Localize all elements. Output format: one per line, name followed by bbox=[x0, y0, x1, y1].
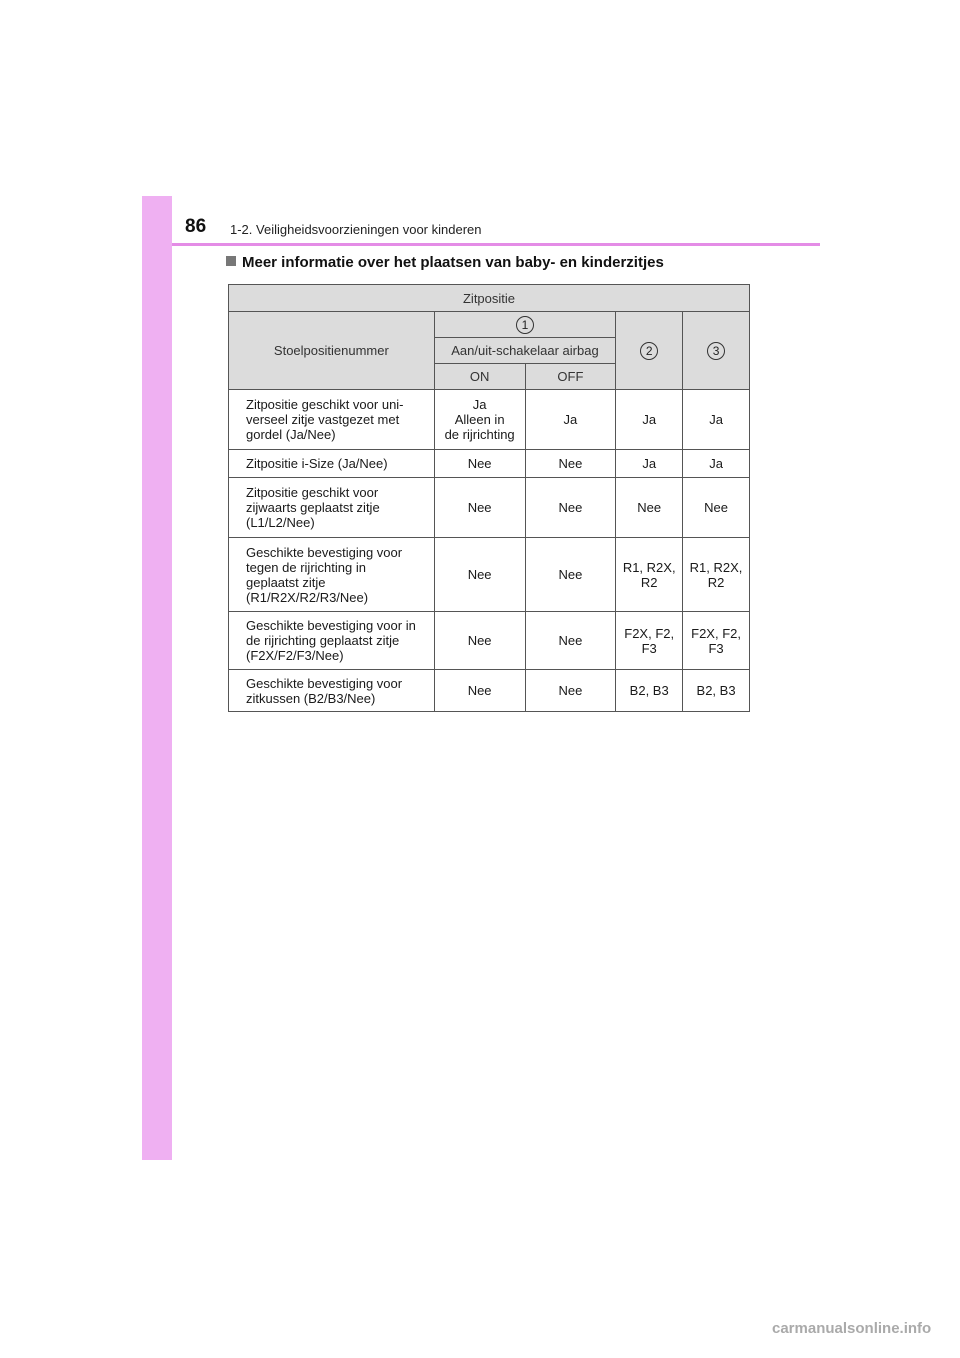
header-position-1 bbox=[434, 312, 616, 338]
header-stoelpositienummer: Stoelpositienummer bbox=[229, 312, 435, 390]
table-row bbox=[229, 670, 750, 712]
cell-value: R1, R2X, R2 bbox=[683, 538, 750, 612]
cell-value: Ja bbox=[616, 390, 683, 450]
cell-value: Nee bbox=[525, 612, 616, 670]
row-label: Zitpositie geschikt voor uni- verseel zitje vastgezet met gordel (Ja/Nee) bbox=[229, 390, 435, 450]
page-number: 86 bbox=[185, 216, 207, 237]
position-3-badge: 3 bbox=[707, 342, 725, 360]
chapter-header: 1-2. Veiligheidsvoorzieningen voor kinderen bbox=[230, 222, 482, 237]
cell-value: Ja bbox=[525, 390, 616, 450]
cell-value: Ja bbox=[683, 390, 750, 450]
row-label: Geschikte bevestiging voor in de rijrichting geplaatst zitje (F2X/F2/F3/Nee) bbox=[229, 612, 435, 670]
header-position-3 bbox=[683, 312, 750, 390]
cell-value: Nee bbox=[434, 612, 525, 670]
row-label: Geschikte bevestiging voor zitkussen (B2/B3/Nee) bbox=[229, 670, 435, 712]
section-heading bbox=[226, 254, 664, 271]
cell-value: Ja bbox=[616, 450, 683, 478]
side-tab-bar bbox=[142, 196, 172, 1160]
cell-value: Nee bbox=[616, 478, 683, 538]
cell-value: R1, R2X, R2 bbox=[616, 538, 683, 612]
cell-value: Nee bbox=[525, 670, 616, 712]
cell-value: Nee bbox=[434, 478, 525, 538]
header-airbag-switch: Aan/uit-schakelaar airbag bbox=[434, 338, 616, 364]
position-2-badge: 2 bbox=[640, 342, 658, 360]
table-body bbox=[229, 390, 750, 712]
cell-value: F2X, F2, F3 bbox=[616, 612, 683, 670]
row-label: Zitpositie geschikt voor zijwaarts geplaatst zitje (L1/L2/Nee) bbox=[229, 478, 435, 538]
watermark: carmanualsonline.info bbox=[772, 1320, 932, 1337]
header-off: OFF bbox=[525, 364, 616, 390]
table-row bbox=[229, 390, 750, 450]
cell-value: Nee bbox=[683, 478, 750, 538]
table-row bbox=[229, 612, 750, 670]
table-row bbox=[229, 538, 750, 612]
cell-value: B2, B3 bbox=[683, 670, 750, 712]
cell-value: B2, B3 bbox=[616, 670, 683, 712]
position-1-badge: 1 bbox=[516, 316, 534, 334]
cell-value: Nee bbox=[525, 450, 616, 478]
row-label: Geschikte bevestiging voor tegen de rijrichting in geplaatst zitje (R1/R2X/R2/R3/Nee) bbox=[229, 538, 435, 612]
seat-position-table bbox=[228, 284, 750, 712]
header-zitpositie: Zitpositie bbox=[229, 285, 750, 312]
cell-value: Ja bbox=[683, 450, 750, 478]
header-position-2 bbox=[616, 312, 683, 390]
cell-value: Nee bbox=[434, 450, 525, 478]
cell-value: Nee bbox=[525, 538, 616, 612]
square-bullet-icon bbox=[226, 256, 236, 266]
table-row bbox=[229, 450, 750, 478]
cell-value: Ja Alleen in de rijrichting bbox=[434, 390, 525, 450]
cell-value: Nee bbox=[525, 478, 616, 538]
cell-value: Nee bbox=[434, 538, 525, 612]
section-title: Meer informatie over het plaatsen van baby- en kinderzitjes bbox=[242, 254, 664, 271]
cell-value: F2X, F2, F3 bbox=[683, 612, 750, 670]
row-label: Zitpositie i-Size (Ja/Nee) bbox=[229, 450, 435, 478]
table-row bbox=[229, 478, 750, 538]
header-divider bbox=[172, 243, 820, 246]
cell-value: Nee bbox=[434, 670, 525, 712]
header-on: ON bbox=[434, 364, 525, 390]
